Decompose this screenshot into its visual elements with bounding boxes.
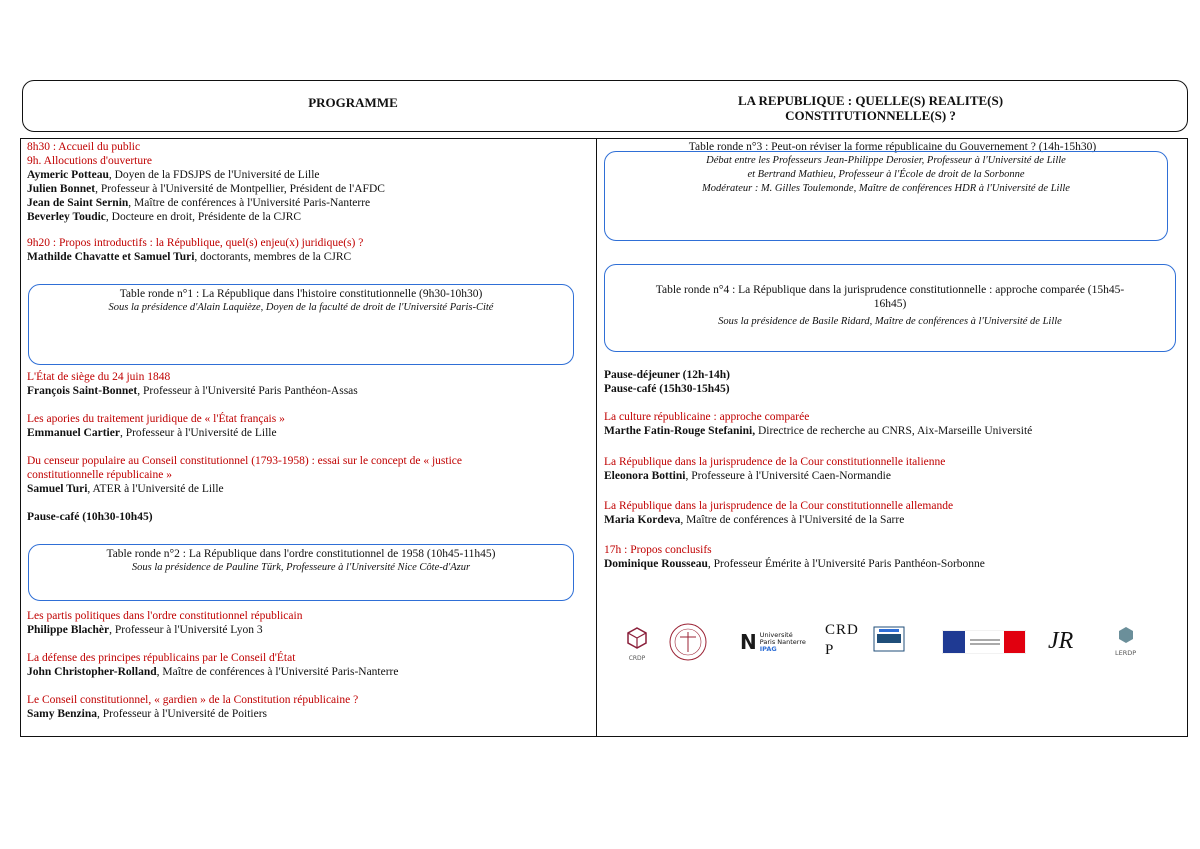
tr2-chair: Sous la présidence de Pauline Türk, Professeure à l'Université Nice Côte-d'Azur [131, 562, 471, 573]
table-ronde-3-box [604, 151, 1168, 241]
header-box [22, 80, 1188, 132]
talk-title: La défense des principes républicains par le Conseil d'État [27, 652, 296, 664]
speaker-line: Julien Bonnet, Professeur à l'Université de Montpellier, Président de l'AFDC [27, 183, 385, 195]
talk-title: constitutionnelle républicaine » [27, 469, 172, 481]
tr3-line: et Bertrand Mathieu, Professeur à l'École de droit de la Sorbonne [747, 169, 1025, 180]
institut-logo [873, 626, 905, 657]
speaker-line: Beverley Toudic, Docteure en droit, Présidente de la CJRC [27, 211, 302, 223]
talk-speaker: Marthe Fatin-Rouge Stefanini, Directrice de recherche au CNRS, Aix-Marseille Université [604, 425, 1033, 437]
pause-cafe-1: Pause-café (10h30-10h45) [27, 511, 153, 523]
talk-speaker: Maria Kordeva, Maître de conférences à l'Université de la Sarre [604, 514, 905, 526]
partner-logos [610, 620, 1180, 670]
column-divider [596, 138, 597, 737]
talk-title: La République dans la jurisprudence de la Cour constitutionnelle italienne [604, 456, 946, 468]
tr4-title: Table ronde n°4 : La République dans la jurisprudence constitutionnelle : approche comparée (15h45- 16h45) [655, 284, 1125, 310]
talk-speaker: Samy Benzina, Professeur à l'Université de Poitiers [27, 708, 268, 720]
talk-title: Du censeur populaire au Conseil constitutionnel (1793-1958) : essai sur le concept de « justice [27, 455, 462, 467]
tr3-line: Modérateur : M. Gilles Toulemonde, Maître de conférences HDR à l'Université de Lille [702, 183, 1070, 194]
n-icon: N [740, 630, 757, 654]
talk-title: 17h : Propos conclusifs [604, 544, 712, 556]
talk-speaker: John Christopher-Rolland, Maître de conférences à l'Université Paris-Nanterre [27, 666, 399, 678]
crdp-serif-logo: CRDP [825, 622, 859, 658]
republique-logo [942, 630, 1026, 659]
table-ronde-4-box [604, 264, 1176, 352]
talk-speaker: Philippe Blachèr, Professeur à l'Université Lyon 3 [27, 624, 263, 636]
accueil-line: 8h30 : Accueil du public [27, 141, 141, 153]
talk-title: L'État de siège du 24 juin 1848 [27, 371, 171, 383]
left-column-opening [27, 140, 592, 264]
lerdp-logo: LERDP [1115, 626, 1136, 657]
tr1-chair: Sous la présidence d'Alain Laquièze, Doyen de la faculté de droit de l'Université Paris-Cité [108, 302, 494, 313]
pause-dejeuner: Pause-déjeuner (12h-14h) [604, 369, 730, 381]
crdp-logo: CRDP [622, 626, 652, 662]
talk-title: La culture républicaine : approche comparée [604, 411, 810, 423]
tr3-line: Débat entre les Professeurs Jean-Philippe Derosier, Professeur à l'Université de Lille [706, 155, 1066, 166]
talk-title: La République dans la jurisprudence de la Cour constitutionnelle allemande [604, 500, 954, 512]
talk-speaker: Dominique Rousseau, Professeur Émérite à l'Université Paris Panthéon-Sorbonne [604, 558, 985, 570]
tr4-chair: Sous la présidence de Basile Ridard, Maître de conférences à l'Université de Lille [718, 316, 1062, 327]
talk-title: Le Conseil constitutionnel, « gardien » de la Constitution républicaine ? [27, 694, 359, 706]
talk-speaker: François Saint-Bonnet, Professeur à l'Université Paris Panthéon-Assas [27, 385, 358, 397]
talk-speaker: Eleonora Bottini, Professeure à l'Université Caen-Normandie [604, 470, 891, 482]
allocutions-line: 9h. Allocutions d'ouverture [27, 155, 153, 167]
table-ronde-2-box [28, 544, 574, 601]
speaker-line: Jean de Saint Sernin, Maître de conférences à l'Université Paris-Nanterre [27, 197, 371, 209]
seal-logo [668, 622, 708, 667]
tr3-title: Table ronde n°3 : Peut-on réviser la forme républicaine du Gouvernement ? (14h-15h30) [688, 141, 1097, 153]
intro-speakers: Mathilde Chavatte et Samuel Turi, doctorants, membres de la CJRC [27, 251, 352, 263]
pause-cafe-2: Pause-café (15h30-15h45) [604, 383, 730, 395]
hexagon-icon [1117, 626, 1135, 644]
left-column-tr2-talks [27, 609, 592, 721]
nanterre-logo: N Université Paris Nanterre IPAG [740, 630, 806, 654]
right-column-talks [604, 368, 1184, 571]
talk-speaker: Samuel Turi, ATER à l'Université de Lille [27, 483, 224, 495]
talk-title: Les apories du traitement juridique de « l'État français » [27, 413, 285, 425]
tr2-title: Table ronde n°2 : La République dans l'ordre constitutionnel de 1958 (10h45-11h45) [106, 548, 496, 560]
event-title: LA REPUBLIQUE : QUELLE(S) REALITE(S) CONSTITUTIONNELLE(S) ? [737, 93, 1004, 123]
programme-title: PROGRAMME [308, 95, 398, 110]
left-column-tr1-talks [27, 370, 592, 524]
tr1-title: Table ronde n°1 : La République dans l'histoire constitutionnelle (9h30-10h30) [119, 288, 483, 300]
table-ronde-1-box [28, 284, 574, 365]
speaker-line: Aymeric Potteau, Doyen de la FDSJPS de l'Université de Lille [27, 169, 320, 181]
talk-title: Les partis politiques dans l'ordre constitutionnel républicain [27, 610, 303, 622]
intro-title: 9h20 : Propos introductifs : la République, quel(s) enjeu(x) juridique(s) ? [27, 237, 364, 249]
cube-icon [625, 626, 649, 650]
talk-speaker: Emmanuel Cartier, Professeur à l'Université de Lille [27, 427, 277, 439]
jr-logo: JR [1048, 628, 1074, 654]
